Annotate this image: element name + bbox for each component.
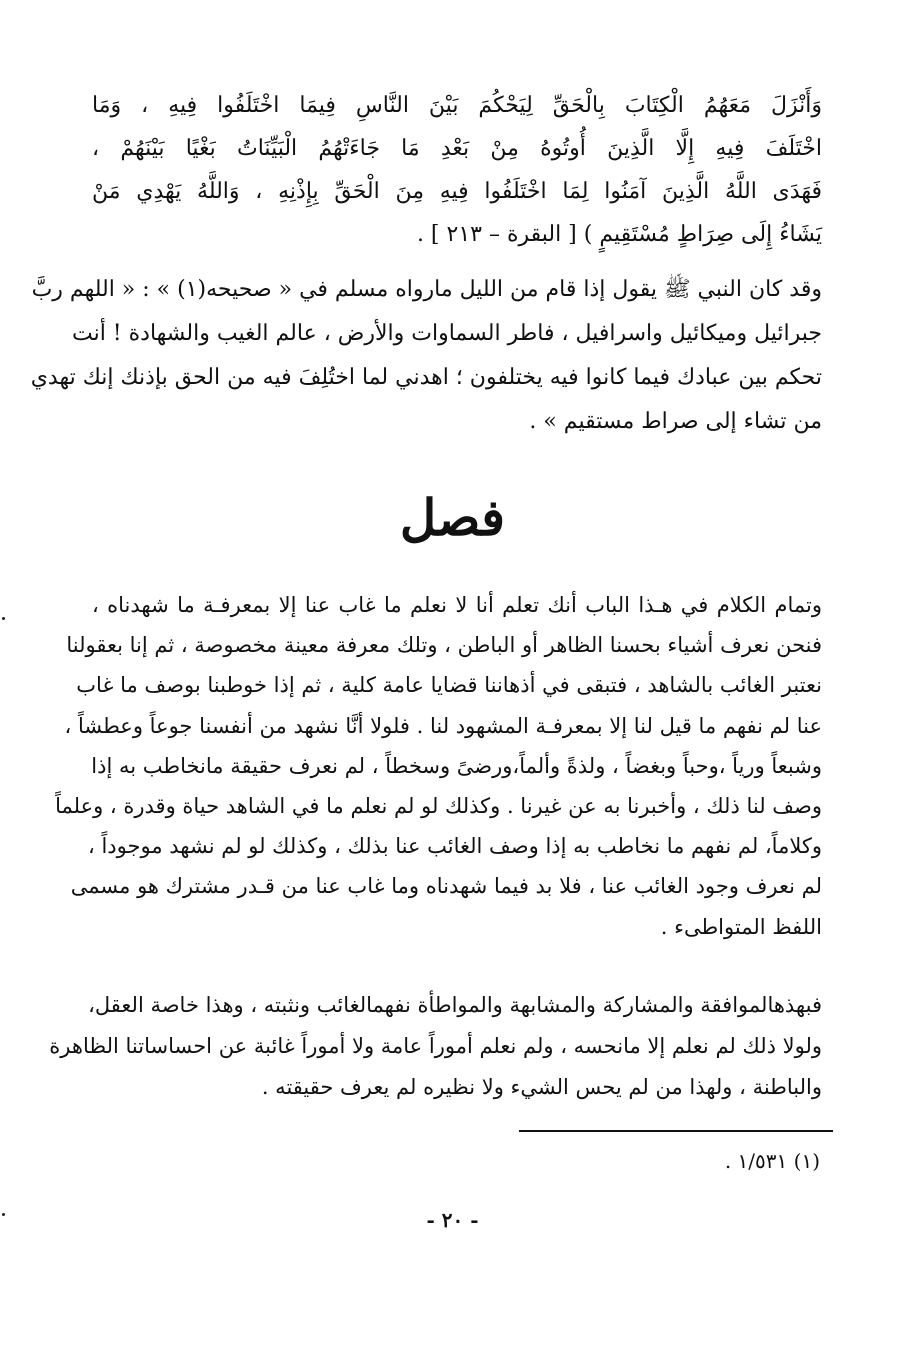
text-line: لم نعرف وجود الغائب عنا ، فلا بد فيما شهدناه وما غاب عنا من قـدر مشترك هو مسمى xyxy=(70,874,822,899)
second-paragraph xyxy=(49,985,822,1108)
text-line: من تشاء إلى صراط مستقيم » . xyxy=(529,409,822,434)
quran-verse-paragraph xyxy=(92,84,822,256)
text-line: اخْتَلَفَ فِيهِ إِلَّا الَّذِينَ أُوتُوهُ مِنْ بَعْدِ مَا جَاءَتْهُمُ الْبَيِّنَاتُ بَغْيًا بَيْنَهُمْ ، xyxy=(92,136,822,161)
footnote: (١) ١/٥٣١ . xyxy=(724,1149,820,1173)
section-title: فصل xyxy=(399,488,506,547)
footnote-divider xyxy=(519,1130,833,1132)
text-line: جبرائيل وميكائيل واسرافيل ، فاطر السماوات والأرض ، عالم الغيب والشهادة ! أنت xyxy=(71,321,822,346)
text-line: نعتبر الغائب بالشاهد ، فتبقى في أذهاننا قضايا عامة كلية ، ثم إذا خوطبنا بوصف ما غاب xyxy=(76,673,822,698)
page-number: - ٢٠ - xyxy=(426,1208,479,1232)
scan-mark xyxy=(2,1213,5,1216)
text-line: والباطنة ، ولهذا من لم يحس الشيء ولا نظيره لم يعرف حقيقته . xyxy=(261,1075,822,1099)
text-line: وكلاماً، لم نفهم ما نخاطب به إذا وصف الغائب عنا بذلك ، وكذلك لو لم نشهد موجوداً ، xyxy=(88,834,822,859)
scan-mark xyxy=(2,617,5,620)
text-line: يَشَاءُ إِلَى صِرَاطٍ مُسْتَقِيمٍ ) [ البقرة – ٢١٣ ] . xyxy=(416,222,822,247)
text-line: وَأَنْزَلَ مَعَهُمُ الْكِتَابَ بِالْحَقِّ لِيَحْكُمَ بَيْنَ النَّاسِ فِيمَا اخْتَلَفُوا فِيهِ ، وَمَا xyxy=(92,93,822,118)
text-line: ولولا ذلك لم نعلم إلا مانحسه ، ولم نعلم أموراً عامة ولا أموراً غائبة عن احساساتنا الظاهرة xyxy=(49,1034,822,1058)
text-line: عنا لم نفهم ما قيل لنا إلا بمعرفـة المشهود لنا . فلولا أنَّا نشهد من أنفسنا جوعاً وعطشاً ، xyxy=(64,713,822,738)
text-line: فَهَدَى اللَّهُ الَّذِينَ آمَنُوا لِمَا اخْتَلَفُوا فِيهِ مِنَ الْحَقِّ بِإِذْنِهِ ، وَاللَّهُ يَهْدِي مَنْ xyxy=(92,179,822,204)
text-line: تحكم بين عبادك فيما كانوا فيه يختلفون ؛ اهدني لما اختُلِفَ فيه من الحق بإذنك إنك تهدي xyxy=(30,365,822,390)
hadith-paragraph xyxy=(30,268,822,444)
text-line: فبهذهالموافقة والمشاركة والمشابهة والمواطأة نفهمالغائب ونثبته ، وهذا خاصة العقل، xyxy=(88,993,822,1017)
text-line: وصف لنا ذلك ، وأخبرنا به عن غيرنا . وكذلك لو لم نعلم ما في الشاهد حياة وقدرة ، وعلماً xyxy=(55,793,822,818)
text-line: وشبعاً ورياً ،وحباً وبغضاً ، ولذةً وألماً،ورضىً وسخطاً ، لم نعرف حقيقة مانخاطب به إذا xyxy=(91,753,822,778)
text-line: وقد كان النبي ﷺ يقول إذا قام من الليل مارواه مسلم في « صحيحه(١) » : « اللهم ربَّ xyxy=(31,277,822,302)
text-line: وتمام الكلام في هـذا الباب أنك تعلم أنا لا نعلم ما غاب عنا إلا بمعرفـة ما شهدناه ، xyxy=(92,593,822,617)
main-paragraph xyxy=(55,585,822,947)
text-line: اللفظ المتواطىء . xyxy=(660,914,822,939)
text-line: فنحن نعرف أشياء بحسنا الظاهر أو الباطن ، وتلك معرفة معينة مخصوصة ، ثم إنا بعقولنا xyxy=(66,633,822,658)
